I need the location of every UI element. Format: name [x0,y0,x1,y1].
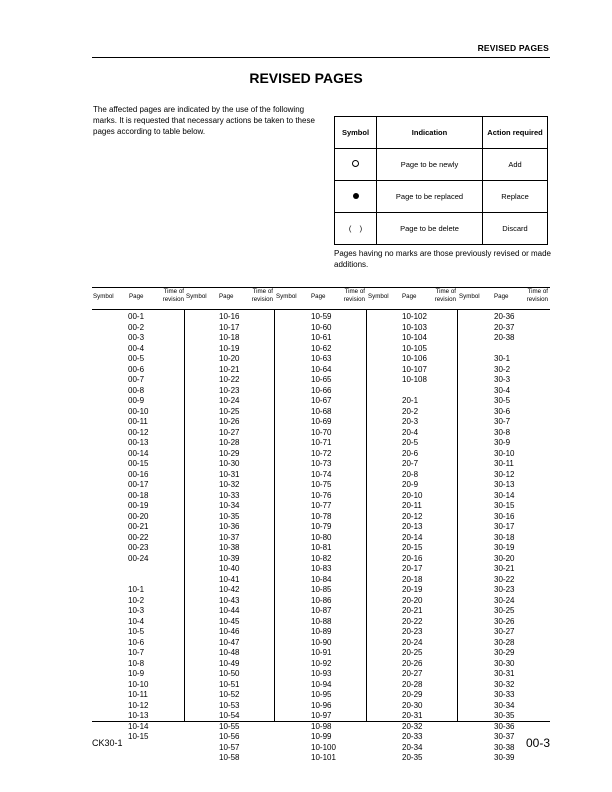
page-entry: 30-10 [494,448,515,458]
page-entry: 00-15 [128,459,149,468]
page-entry: 00-6 [128,364,145,374]
page-entry: 10-79 [311,522,332,531]
legend-symbol-cell [335,149,377,181]
page-entry: 00-19 [128,501,149,510]
page-entry: 10-88 [311,616,332,626]
page-entry: 10-5 [128,627,145,636]
page-entry: 30-19 [494,543,515,552]
page-entry: 30-8 [494,427,511,437]
page-entry: 10-71 [311,438,332,447]
page-entry: 30-21 [494,564,515,573]
page-entry: 20-38 [494,333,515,342]
model-code: CK30-1 [92,738,123,748]
header-symbol: Symbol [186,293,207,300]
page-entry: 30-12 [494,469,515,479]
page-entry: 10-15 [128,732,149,741]
page-entry: 10-105 [402,343,427,353]
page-entry: 10-97 [311,711,332,720]
page-entry: 20-16 [402,553,423,563]
page-entry: 10-52 [219,690,240,699]
page-entry: 30-33 [494,690,515,699]
page-entry: 10-2 [128,595,145,605]
page-entry: 10-55 [219,721,240,731]
page-entry: 10-42 [219,585,240,594]
page-entry: 10-16 [219,312,240,321]
page-entry: 20-34 [402,742,423,752]
page-entry: 00-16 [128,469,149,479]
page-entry: 10-58 [219,753,240,762]
page-entry: 10-19 [219,343,240,353]
page-entry: 10-65 [311,375,332,384]
page-entry: 20-21 [402,606,423,615]
page-list [402,312,427,764]
page-entry: 00-1 [128,312,145,321]
page-entry: 10-21 [219,364,240,374]
page-entry: 20-26 [402,658,423,668]
page-entry: 10-10 [128,679,149,689]
page-entry: 20-10 [402,490,423,500]
page-entry: 30-6 [494,406,511,416]
page-entry: 00-14 [128,448,149,458]
page-entry: 00-5 [128,354,145,363]
page-entry: 30-37 [494,732,515,741]
open-circle-icon [352,160,359,167]
page-entry: 10-81 [311,543,332,552]
page-entry: 30-30 [494,658,515,668]
page-entry: 20-22 [402,616,423,626]
page-entry: 10-41 [219,574,240,584]
page-entry: 10-36 [219,522,240,531]
legend-header-action: Action required [483,117,548,149]
page-entry: 10-101 [311,753,336,762]
page-entry: 20-18 [402,574,423,584]
page-entry: 10-99 [311,732,332,741]
page-entry: 10-11 [128,690,148,699]
page-entry: 20-14 [402,532,423,542]
page-entry: 30-15 [494,501,515,510]
page-entry: 10-85 [311,585,332,594]
page-entry: 30-23 [494,585,515,594]
page-entry: 20-19 [402,585,423,594]
header-time: Time of revision [434,288,456,303]
page-entry: 10-89 [311,627,332,636]
page-entry: 30-3 [494,375,511,384]
page-entry: 30-18 [494,532,515,542]
legend-header-symbol: Symbol [335,117,377,149]
page-entry: 10-84 [311,574,332,584]
table-header-rule [92,309,550,310]
page-entry: 10-8 [128,658,145,668]
page-entry: 10-22 [219,375,240,384]
page-entry: 30-20 [494,553,515,563]
page-entry: 10-7 [128,648,145,657]
page-entry: 20-7 [402,459,419,468]
column-separator [457,309,458,721]
page-entry: 30-16 [494,511,515,521]
header-time: Time of revision [526,288,548,303]
page-entry: 10-49 [219,658,240,668]
legend-row-discard [335,213,548,245]
page-entry: 10-93 [311,669,332,678]
header-time: Time of revision [343,288,365,303]
page-entry: 30-38 [494,742,515,752]
page-entry: 10-56 [219,732,240,741]
page-entry: 20-1 [402,396,419,405]
column-header-group [92,288,185,308]
page-entry: 10-69 [311,417,332,426]
page-entry: 10-73 [311,459,332,468]
page-entry: 10-82 [311,553,332,563]
page-entry [494,344,514,355]
page-entry: 10-29 [219,448,240,458]
page-entry: 10-61 [311,333,332,342]
page-entry: 10-28 [219,438,240,447]
page-entry: 10-60 [311,322,332,332]
page-entry: 10-107 [402,364,427,374]
page-entry: 10-66 [311,385,332,395]
page-entry: 10-37 [219,532,240,542]
page-entry [128,575,148,586]
page-entry: 20-32 [402,721,423,731]
page-list [311,312,336,764]
page-entry: 10-47 [219,637,240,647]
header-page: Page [219,293,234,300]
legend-action: Add [483,149,548,181]
filled-dot-icon [353,193,359,199]
page-entry: 10-35 [219,511,240,521]
page-entry: 20-13 [402,522,423,531]
page-entry: 10-45 [219,616,240,626]
header-symbol: Symbol [459,293,480,300]
note-text: Pages having no marks are those previously revised or made additions. [334,249,551,269]
page-entry: 00-21 [128,522,149,531]
page-entry: 10-6 [128,637,145,647]
legend-indication: Page to be replaced [377,181,483,213]
page-entry: 10-90 [311,637,332,647]
page-entry: 20-29 [402,690,423,699]
page-entry: 10-44 [219,606,240,615]
legend-header-indication: Indication [377,117,483,149]
page-entry: 30-27 [494,627,515,636]
page-entry: 30-11 [494,459,514,468]
page-entry: 10-25 [219,406,240,416]
page-entry: 10-12 [128,700,149,710]
page-entry: 30-4 [494,385,511,395]
page-entry: 10-51 [219,679,240,689]
page-entry: 00-12 [128,427,149,437]
page-entry: 20-15 [402,543,423,552]
page-entry: 10-106 [402,354,427,363]
page-entry: 00-13 [128,438,149,447]
page-entry: 00-17 [128,480,149,489]
header-page: Page [402,293,417,300]
intro-paragraph: The affected pages are indicated by the use of the following marks. It is requested that necessary actions be taken to these pages according to table below. [93,105,315,136]
legend-row-replace [335,181,548,213]
page-entry: 30-1 [494,354,511,363]
page-entry: 30-35 [494,711,515,720]
column-separator [184,309,185,721]
header-page: Page [311,293,326,300]
page-entry: 00-22 [128,532,149,542]
page-entry: 00-4 [128,343,145,353]
page-entry: 00-18 [128,490,149,500]
page-entry: 30-9 [494,438,511,447]
legend-symbol-cell [335,181,377,213]
page-entry: 20-17 [402,564,423,573]
page-entry: 20-25 [402,648,423,657]
page-entry: 20-24 [402,637,423,647]
header-rule [92,57,550,58]
page-entry: 10-76 [311,490,332,500]
page-entry: 10-78 [311,511,332,521]
page-entry: 20-2 [402,406,419,416]
page-entry: 10-75 [311,480,332,489]
page-entry: 20-9 [402,480,419,489]
page-entry: 10-43 [219,595,240,605]
page-entry: 10-108 [402,375,427,384]
page-entry: 10-4 [128,616,145,626]
legend-symbol-parentheses: ( ) [335,213,377,245]
page-entry: 20-31 [402,711,423,720]
page-list [219,312,239,764]
page-entry: 00-11 [128,417,148,426]
page-entry: 10-34 [219,501,240,510]
page-entry: 10-86 [311,595,332,605]
page-entry: 10-77 [311,501,332,510]
page-entry: 00-9 [128,396,145,405]
page-entry: 30-14 [494,490,515,500]
page-entry: 30-5 [494,396,511,405]
page-entry: 10-33 [219,490,240,500]
page-entry: 30-17 [494,522,515,531]
page-entry: 10-50 [219,669,240,678]
page-entry: 30-28 [494,637,515,647]
page-entry: 10-64 [311,364,332,374]
page-entry: 20-35 [402,753,423,762]
page-entry [128,564,148,575]
page-entry: 10-104 [402,333,427,342]
page-entry: 30-34 [494,700,515,710]
page-entry: 10-92 [311,658,332,668]
page-entry: 10-70 [311,427,332,437]
page-entry: 20-20 [402,595,423,605]
page-entry: 00-8 [128,385,145,395]
page-entry: 30-31 [494,669,515,678]
page-entry: 30-29 [494,648,515,657]
page-entry: 10-67 [311,396,332,405]
page-entry: 10-32 [219,480,240,489]
page-entry: 20-37 [494,322,515,332]
page-entry: 20-30 [402,700,423,710]
legend-indication: Page to be newly [377,149,483,181]
page-entry: 10-24 [219,396,240,405]
page-entry: 20-33 [402,732,423,741]
column-separator [366,309,367,721]
page-entry: 00-24 [128,553,149,563]
page-entry: 10-40 [219,564,240,573]
page-entry: 10-9 [128,669,145,678]
column-header-group [458,288,549,308]
page-title: REVISED PAGES [249,70,363,86]
page-entry: 30-22 [494,574,515,584]
page-entry: 10-91 [311,648,332,657]
page-entry: 10-38 [219,543,240,552]
column-header-group [185,288,274,308]
page-entry: 10-46 [219,627,240,636]
page-entry: 00-23 [128,543,149,552]
legend-action: Replace [483,181,548,213]
page-entry: 20-5 [402,438,419,447]
page-entry: 10-62 [311,343,332,353]
page-entry: 30-36 [494,721,515,731]
page-entry: 10-59 [311,312,332,321]
page-entry: 20-6 [402,448,419,458]
page-entry: 10-53 [219,700,240,710]
page-entry: 30-2 [494,364,511,374]
page-entry: 10-94 [311,679,332,689]
page-entry: 10-83 [311,564,332,573]
page-entry: 10-63 [311,354,332,363]
column-header-group [275,288,366,308]
page-entry: 10-23 [219,385,240,395]
page-entry: 00-7 [128,375,145,384]
page-list [494,312,514,764]
page-entry: 10-3 [128,606,145,615]
page-entry: 20-23 [402,627,423,636]
header-page: Page [129,293,144,300]
page-entry: 20-12 [402,511,423,521]
page-entry: 20-8 [402,469,419,479]
legend-row-add [335,149,548,181]
page-entry: 30-26 [494,616,515,626]
header-symbol: Symbol [276,293,297,300]
header-symbol: Symbol [368,293,389,300]
page-list [128,312,148,743]
page-entry: 00-10 [128,406,149,416]
header-time: Time of revision [251,288,273,303]
page-entry: 10-39 [219,553,240,563]
running-header: REVISED PAGES [477,43,549,53]
page-entry: 20-28 [402,679,423,689]
page-entry: 00-3 [128,333,145,342]
page-entry: 10-48 [219,648,240,657]
page-entry: 30-13 [494,480,515,489]
legend-indication: Page to be delete [377,213,483,245]
page-entry: 10-27 [219,427,240,437]
page-entry: 10-17 [219,322,240,332]
page-entry: 10-98 [311,721,332,731]
page-entry: 10-57 [219,742,240,752]
column-header-group [367,288,457,308]
page-entry: 30-32 [494,679,515,689]
page-entry: 10-80 [311,532,332,542]
page-entry: 10-74 [311,469,332,479]
header-symbol: Symbol [93,293,114,300]
page-entry: 20-27 [402,669,423,678]
page-entry: 10-30 [219,459,240,468]
page-number: 00-3 [525,736,550,750]
header-time: Time of revision [162,288,184,303]
page-entry: 20-3 [402,417,419,426]
page-entry: 10-54 [219,711,240,720]
page-entry: 10-100 [311,742,336,752]
page-entry: 20-36 [494,312,515,321]
page-entry: 30-24 [494,595,515,605]
page-entry: 00-2 [128,322,145,332]
page-entry: 30-25 [494,606,515,615]
page-entry: 10-18 [219,333,240,342]
page-entry [402,386,427,397]
page-entry: 10-1 [128,585,145,594]
page-entry: 10-96 [311,700,332,710]
page-entry: 10-95 [311,690,332,699]
header-page: Page [494,293,509,300]
page-entry: 10-31 [219,469,240,479]
page-entry: 00-20 [128,511,149,521]
page-entry: 10-103 [402,322,427,332]
page-entry: 10-13 [128,711,149,720]
page-entry: 10-68 [311,406,332,416]
page-entry: 10-72 [311,448,332,458]
page-entry: 10-26 [219,417,240,426]
page-entry: 30-39 [494,753,515,762]
page-entry: 10-102 [402,312,427,321]
page-entry: 10-14 [128,721,149,731]
legend-table [334,116,548,245]
legend-action: Discard [483,213,548,245]
page-entry: 30-7 [494,417,511,426]
column-separator [274,309,275,721]
page-entry: 10-87 [311,606,332,615]
page-entry: 10-20 [219,354,240,363]
page-entry: 20-4 [402,427,419,437]
page-entry: 20-11 [402,501,422,510]
